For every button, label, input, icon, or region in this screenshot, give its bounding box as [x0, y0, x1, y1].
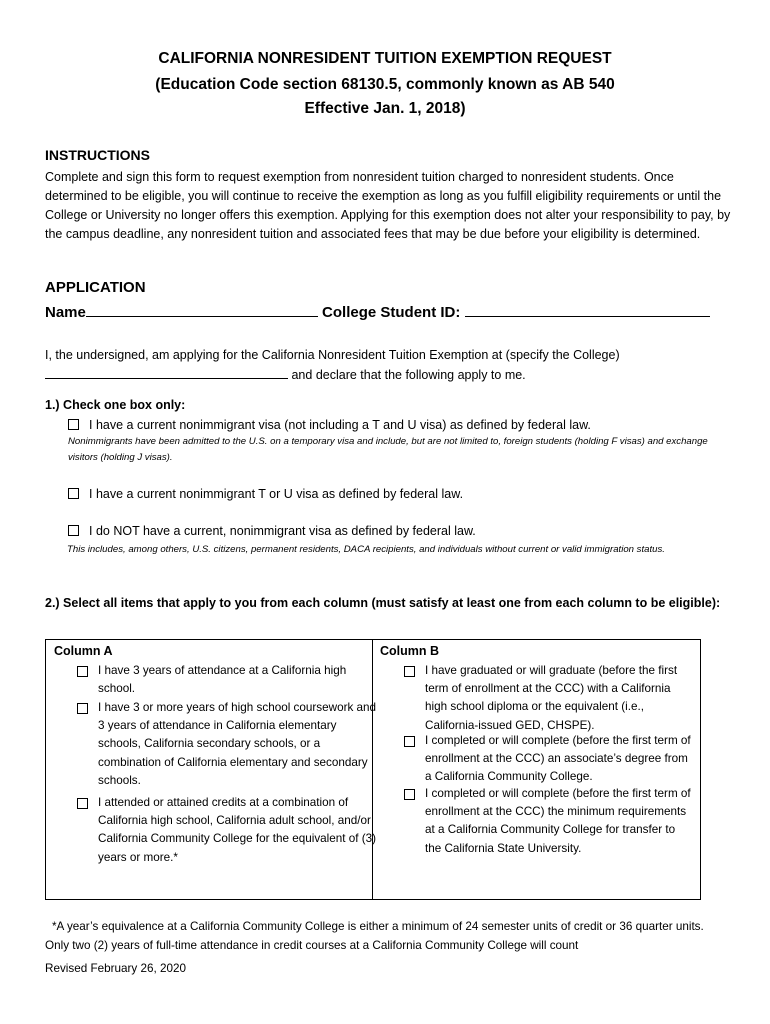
footnote: *A year’s equivalence at a California Community College is either a minimum of 24 semester units of credit or 36 quarter units. Only two (2) years of full-time attendance in credit courses at a California Community College will count	[45, 920, 704, 952]
checkbox[interactable]	[68, 525, 79, 536]
student-id-field[interactable]	[465, 302, 710, 317]
column-b-heading: Column B	[380, 644, 440, 658]
note-nonimmigrant: Nonimmigrants have been admitted to the U.S. on a temporary visa and include, but are not limited to, foreign students (holding F visas) and exchange visitors (holding J visas).	[68, 436, 708, 463]
question-2-label: 2.) Select all items that apply to you from each column (must satisfy at least one from each column to be eligible):	[45, 596, 721, 610]
name-label: Name	[45, 304, 86, 321]
checkbox[interactable]	[404, 666, 415, 677]
declaration-text-2: and declare that the following apply to me.	[291, 368, 526, 382]
column-b-item	[404, 662, 694, 737]
item-text: I have graduated or will graduate (before the first term of enrollment at the CCC) with a California high school diploma or the equivalent (i.e., California-issued GED, CHSPE).	[425, 664, 678, 732]
eligibility-table	[45, 639, 701, 900]
application-heading: APPLICATION	[45, 279, 146, 296]
revision-date: Revised February 26, 2020	[45, 962, 186, 975]
column-a	[46, 640, 377, 899]
option-label: I do NOT have a current, nonimmigrant visa as defined by federal law.	[89, 524, 476, 538]
option-label: I have a current nonimmigrant visa (not including a T and U visa) as defined by federal law.	[89, 418, 591, 432]
column-b-item	[404, 732, 694, 787]
column-a-item	[77, 662, 377, 700]
checkbox[interactable]	[77, 666, 88, 677]
visa-option-t-u	[68, 487, 463, 501]
column-b	[373, 640, 700, 899]
column-a-item	[77, 794, 377, 874]
form-subtitle: (Education Code section 68130.5, commonly known as AB 540	[155, 76, 615, 93]
declaration	[45, 345, 735, 385]
form-title: CALIFORNIA NONRESIDENT TUITION EXEMPTION REQUEST	[158, 50, 612, 67]
option-label: I have a current nonimmigrant T or U visa as defined by federal law.	[89, 487, 464, 501]
question-1-label: 1.) Check one box only:	[45, 398, 186, 412]
form-effective-date: Effective Jan. 1, 2018)	[304, 100, 466, 117]
college-field[interactable]	[45, 366, 288, 379]
column-b-item	[404, 785, 694, 865]
visa-option-nonimmigrant	[68, 418, 591, 432]
name-id-line	[45, 302, 710, 321]
column-a-item	[77, 699, 377, 794]
checkbox[interactable]	[404, 789, 415, 800]
student-id-label: College Student ID:	[322, 304, 461, 321]
item-text: I have 3 or more years of high school coursework and 3 years of attendance in California elementary schools, California secondary schools, or a combination of California elementary and secondary schools.	[98, 701, 377, 787]
item-text: I completed or will complete (before the first term of enrollment at the CCC) an associate’s degree from a California Community College.	[425, 734, 691, 784]
item-text: I completed or will complete (before the first term of enrollment at the CCC) the minimum requirements at a California Community College for transfer to the California State University.	[425, 787, 691, 855]
checkbox[interactable]	[77, 703, 88, 714]
checkbox[interactable]	[68, 488, 79, 499]
visa-option-none	[68, 524, 476, 538]
item-text: I attended or attained credits at a combination of California high school, California adult school, and/or California Community College for the equivalent of (3) years or more.*	[98, 796, 377, 864]
column-a-heading: Column A	[54, 644, 113, 658]
checkbox[interactable]	[77, 798, 88, 809]
instructions-text: Complete and sign this form to request exemption from nonresident tuition charged to nonresident students. Once determined to be eligible, you will continue to receive the exemption as long as you fulfill eligibility requirements or until the College or University no longer offers this exemption. Applying for this exemption does not alter your responsibility to pay, by the campus deadline, any nonresident tuition and associated fees that may be due before your eligibility is determined.	[45, 170, 731, 241]
item-text: I have 3 years of attendance at a California high school.	[98, 664, 347, 696]
checkbox[interactable]	[68, 419, 79, 430]
note-no-visa: This includes, among others, U.S. citizens, permanent residents, DACA recipients, and individuals without current or valid immigration status.	[67, 544, 665, 555]
name-field[interactable]	[86, 302, 318, 317]
instructions-heading: INSTRUCTIONS	[45, 147, 150, 163]
declaration-text-1: I, the undersigned, am applying for the California Nonresident Tuition Exemption at (specify the College)	[45, 348, 620, 362]
checkbox[interactable]	[404, 736, 415, 747]
